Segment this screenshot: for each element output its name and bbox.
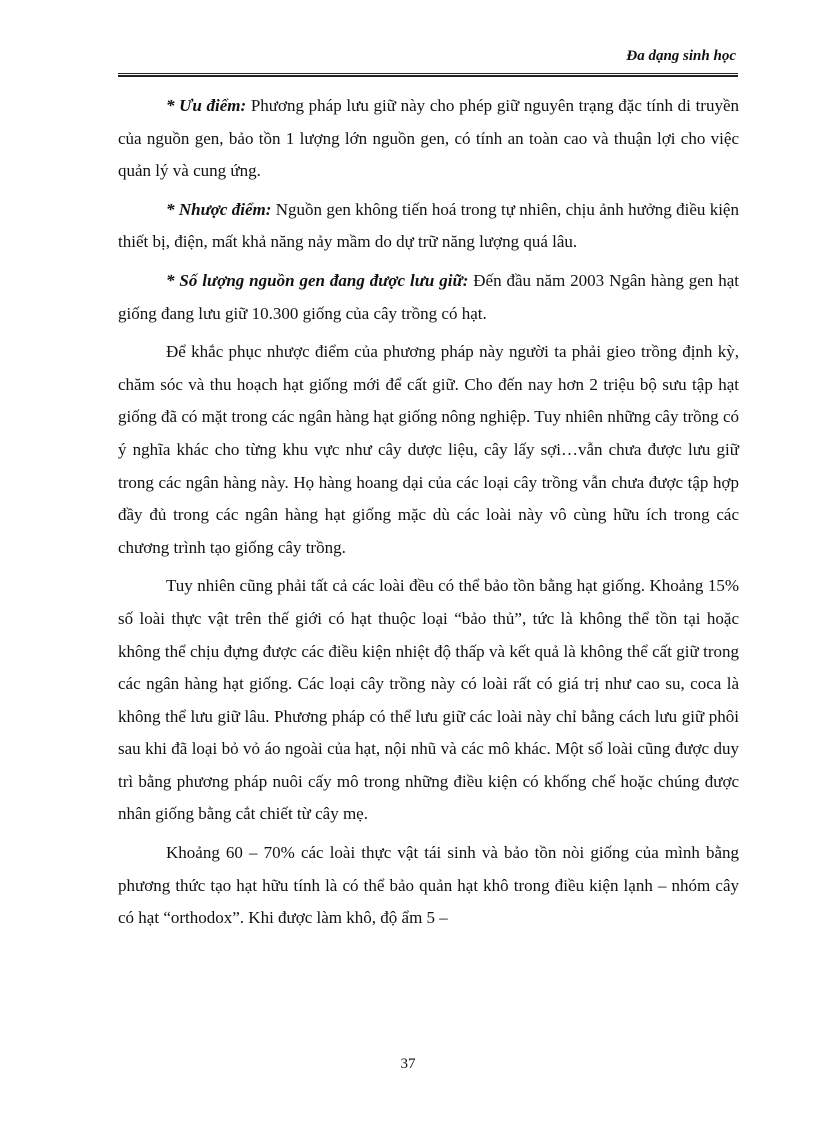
page-number: 37	[400, 1056, 416, 1072]
paragraph-text: Đến đầu năm 2003 Ngân hàng gen hạt giống đang lưu giữ 10.300 giống của cây trồng có hạt.	[118, 270, 739, 323]
paragraph-label: * Ưu điểm:	[166, 96, 247, 115]
paragraph-label: * Số lượng nguồn gen đang được lưu giữ:	[166, 270, 469, 290]
paragraph	[118, 570, 739, 831]
paragraph-text: Phương pháp lưu giữ này cho phép giữ nguyên trạng đặc tính di truyền của nguồn gen, bảo tồn 1 lượng lớn nguồn gen, có tính an toàn cao và thuận lợi cho việc quản lý và cung ứng.	[118, 96, 740, 181]
running-header: Đa dạng sinh học	[626, 48, 736, 64]
paragraph-text: Nguồn gen không tiến hoá trong tự nhiên, chịu ảnh hưởng điều kiện thiết bị, điện, mất khả năng nảy mầm do dự trữ năng lượng quá lâu.	[118, 199, 739, 252]
body-text	[118, 90, 739, 941]
paragraph-label: * Nhược điểm:	[166, 199, 272, 219]
paragraph	[118, 336, 739, 564]
paragraph-text: Tuy nhiên cũng phải tất cả các loài đều có thể bảo tồn bằng hạt giống. Khoảng 15% số loài thực vật trên thế giới có hạt thuộc loại “bảo thủ”, tức là không thể tồn tại hoặc không thể chịu đựng được các điều kiện nhiệt độ thấp và kết quả là không thể cất giữ trong các ngân hàng hạt giống. Các loại cây trồng này có loài rất có giá trị như cao su, coca là không thể lưu giữ lâu. Phương pháp có thể lưu giữ các loài này chỉ bằng cách lưu giữ phôi sau khi đã loại bỏ vỏ áo ngoài của hạt, nội nhũ và các mô khác. Một số loài cũng được duy trì bằng phương pháp nuôi cấy mô trong những điều kiện có khống chế hoặc chúng được nhân giống bằng cắt chiết từ cây mẹ.	[118, 576, 739, 824]
paragraph-text: Để khắc phục nhược điểm của phương pháp này người ta phải gieo trồng định kỳ, chăm sóc và thu hoạch hạt giống mới để cất giữ. Cho đến nay hơn 2 triệu bộ sưu tập hạt giống đã có mặt trong các ngân hàng hạt giống nông nghiệp. Tuy nhiên những cây trồng có ý nghĩa khác cho từng khu vực như cây dược liệu, cây lấy sợi…vẫn chưa được lưu giữ trong các ngân hàng này. Họ hàng hoang dại của các loại cây trồng vẫn chưa được tập hợp đầy đủ trong các ngân hàng hạt giống mặc dù các loài này vô cùng hữu ích trong các chương trình tạo giống cây trồng.	[118, 342, 739, 557]
header-rule	[118, 73, 738, 77]
paragraph-disadvantages	[118, 194, 739, 259]
paragraph	[118, 837, 739, 935]
paragraph-text: Khoảng 60 – 70% các loài thực vật tái sinh và bảo tồn nòi giống của mình bằng phương thức tạo hạt hữu tính là có thể bảo quản hạt khô trong điều kiện lạnh – nhóm cây có hạt “orthodox”. Khi được làm khô, độ ẩm 5 –	[118, 843, 739, 928]
paragraph-advantages	[118, 90, 739, 188]
paragraph-gene-count	[118, 265, 739, 330]
